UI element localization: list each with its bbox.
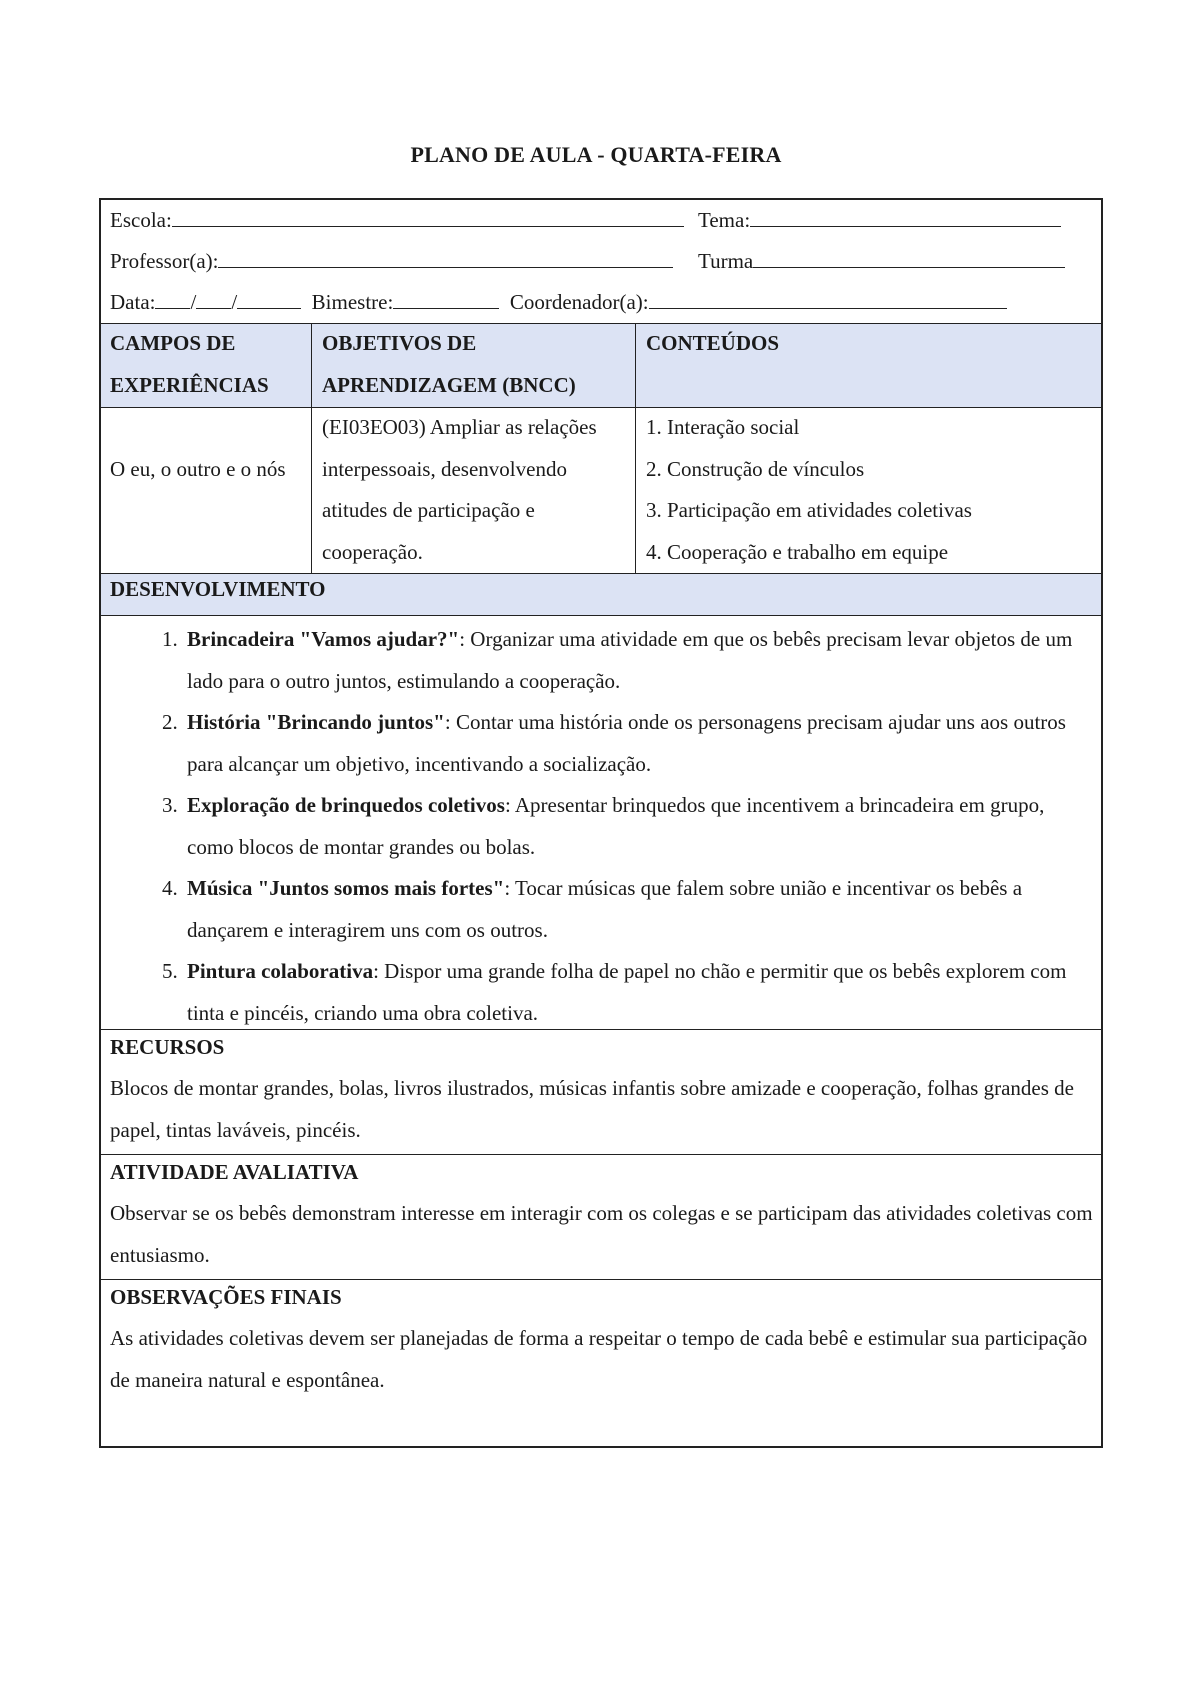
professor-blank[interactable] (218, 247, 673, 268)
coordenador-label: Coordenador(a): (509, 290, 649, 314)
avaliativa-heading: ATIVIDADE AVALIATIVA (110, 1160, 359, 1184)
bimestre-blank[interactable] (393, 288, 499, 309)
col-header-objetivos: OBJETIVOS DE APRENDIZAGEM (BNCC) (322, 331, 576, 397)
tema-label: Tema: (698, 208, 751, 232)
list-item (183, 951, 1091, 1034)
turma-blank[interactable] (753, 247, 1065, 268)
list-item: 1. Interação social (646, 415, 800, 439)
escola-label: Escola: (110, 208, 172, 232)
data-day-blank[interactable] (155, 288, 190, 309)
escola-field (110, 200, 684, 241)
item-title: Pintura colaborativa (187, 959, 374, 983)
col-header-campos: CAMPOS DE EXPERIÊNCIAS (110, 331, 269, 397)
page-title: PLANO DE AULA - QUARTA-FEIRA (410, 142, 782, 167)
turma-label: Turma (698, 249, 754, 273)
item-title: Brincadeira "Vamos ajudar?" (187, 627, 460, 651)
item-text: : Organizar uma atividade em que os bebês precisam levar objetos de um lado para o outro juntos, estimulando a cooperação. (187, 627, 1073, 693)
coordenador-blank[interactable] (649, 288, 1007, 309)
item-text: : Contar uma história onde os personagens precisam ajudar uns aos outros para alcançar um objetivo, incentivando a socialização. (187, 710, 1066, 776)
column-divider (311, 323, 312, 573)
escola-blank[interactable] (172, 206, 684, 227)
data-separator: / (231, 290, 238, 314)
turma-field (698, 241, 1065, 282)
recursos-heading: RECURSOS (110, 1035, 225, 1059)
list-item (183, 702, 1091, 785)
item-text: : Dispor uma grande folha de papel no chão e permitir que os bebês explorem com tinta e pincéis, criando uma obra coletiva. (187, 959, 1067, 1025)
list-item: 3. Participação em atividades coletivas (646, 498, 972, 522)
item-title: Exploração de brinquedos coletivos (187, 793, 505, 817)
list-item: 4. Cooperação e trabalho em equipe (646, 539, 949, 564)
professor-field (110, 241, 673, 282)
desenvolvimento-body (101, 615, 1101, 1029)
list-item (183, 619, 1091, 702)
lesson-plan-form (99, 198, 1103, 1448)
data-label: Data: (110, 290, 156, 314)
data-year-blank[interactable] (237, 288, 301, 309)
desenvolvimento-heading: DESENVOLVIMENTO (110, 577, 326, 601)
tema-blank[interactable] (750, 206, 1061, 227)
avaliativa-text: Observar se os bebês demonstram interesse em interagir com os colegas e se participam das atividades coletivas com entusiasmo. (110, 1201, 1093, 1267)
item-title: História "Brincando juntos" (187, 710, 445, 734)
list-item: 2. Construção de vínculos (646, 456, 865, 481)
bimestre-label: Bimestre: (311, 290, 394, 314)
data-separator: / (190, 290, 197, 314)
column-divider (635, 323, 636, 573)
recursos-text: Blocos de montar grandes, bolas, livros ilustrados, músicas infantis sobre amizade e cooperação, folhas grandes de papel, tintas laváveis, pincéis. (110, 1076, 1074, 1142)
desenvolvimento-list (143, 619, 1091, 1034)
conteudos-cell (646, 407, 1096, 573)
observacoes-text: As atividades coletivas devem ser planejadas de forma a respeitar o tempo de cada bebê e estimular sua participação de maneira natural e espontânea. (110, 1326, 1088, 1392)
divider (101, 1029, 1101, 1030)
list-item (183, 785, 1091, 868)
observacoes-heading: OBSERVAÇÕES FINAIS (110, 1285, 342, 1309)
objetivo-cell: (EI03EO03) Ampliar as relações interpessoais, desenvolvendo atitudes de participação e cooperação. (322, 415, 597, 564)
tema-field (698, 200, 1061, 241)
list-item (183, 868, 1091, 951)
item-text: : Apresentar brinquedos que incentivem a brincadeira em grupo, como blocos de montar grandes ou bolas. (187, 793, 1045, 859)
professor-label: Professor(a): (110, 249, 219, 273)
data-field (110, 282, 1007, 323)
campo-cell: O eu, o outro e o nós (110, 457, 286, 481)
data-month-blank[interactable] (196, 288, 231, 309)
item-text: : Tocar músicas que falem sobre união e incentivar os bebês a dançarem e interagirem uns com os outros. (187, 876, 1023, 942)
item-title: Música "Juntos somos mais fortes" (187, 876, 505, 900)
col-header-conteudos: CONTEÚDOS (646, 331, 780, 355)
